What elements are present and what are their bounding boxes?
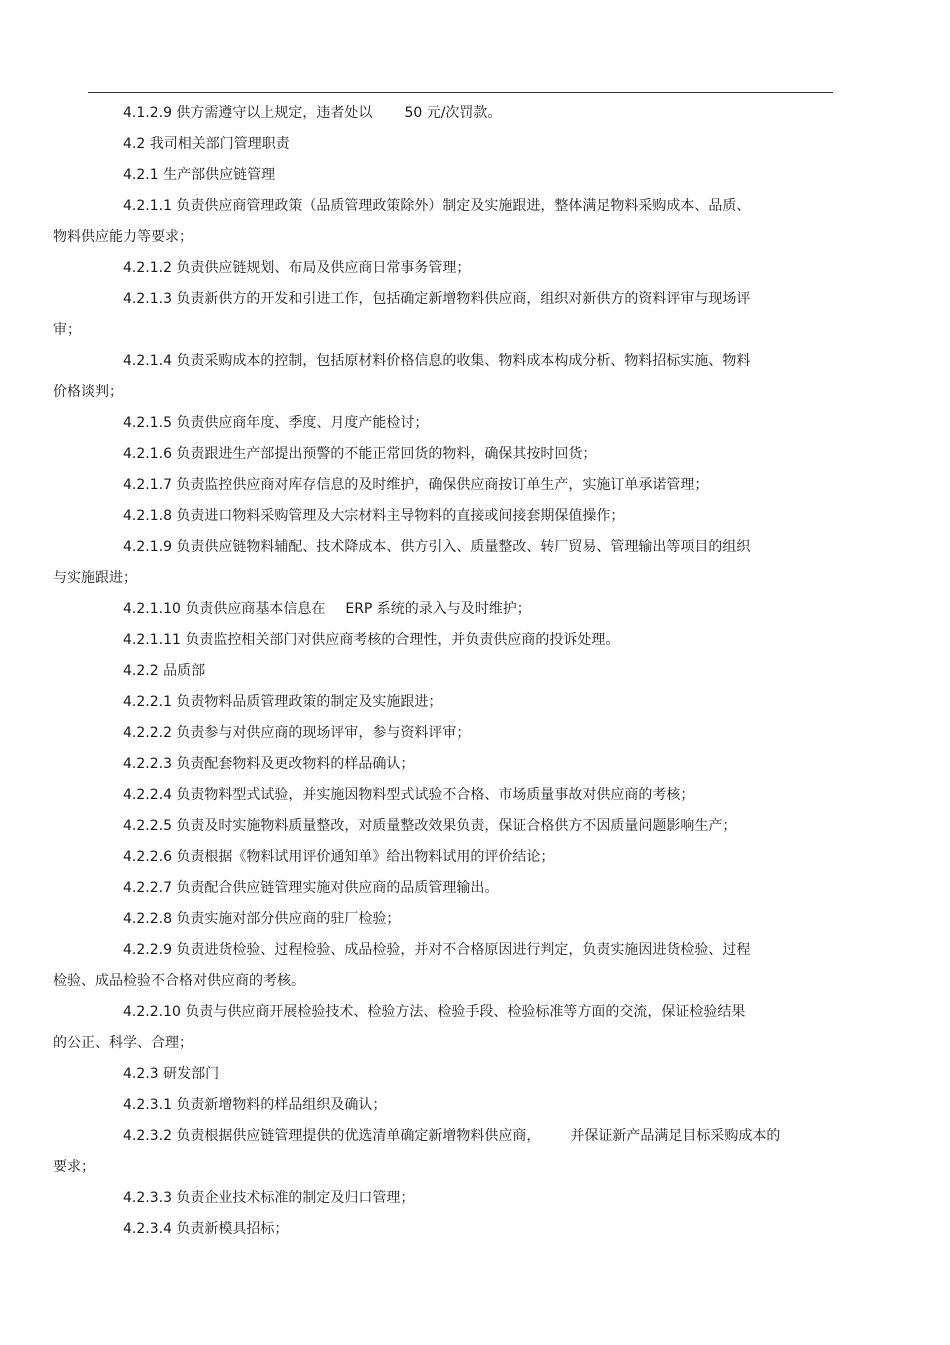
clause-line: 4.2.2.10 负责与供应商开展检验技术、检验方法、检验手段、检验标准等方面的交流，保证检验结果 [123, 1004, 746, 1020]
clause-4-1-2-9 [88, 98, 836, 129]
clause-4-2-2-9 [53, 935, 836, 997]
clause-4-2-1-10 [88, 594, 836, 625]
clause-4-2-1-3 [53, 284, 836, 346]
clause-4-2-2-3: 4.2.2.3 负责配套物料及更改物料的样品确认； [123, 756, 415, 772]
clause-4-2-3-4: 4.2.3.4 负责新模具招标； [123, 1221, 289, 1237]
clause-line: 检验、成品检验不合格对供应商的考核。 [53, 973, 305, 989]
clause-line: 4.2.1.1 负责供应商管理政策（品质管理政策除外）制定及实施跟进，整体满足物料采购成本、品质、 [123, 198, 751, 214]
clause-line: 物料供应能力等要求； [53, 229, 193, 245]
clause-4-2-2-7: 4.2.2.7 负责配合供应链管理实施对供应商的品质管理输出。 [123, 880, 499, 896]
clause-line: 价格谈判； [53, 384, 123, 400]
clause-4-2-1-7: 4.2.1.7 负责监控供应商对库存信息的及时维护，确保供应商按订单生产，实施订单承诺管理； [123, 477, 709, 493]
clause-text-cont: ERP 系统的录入与及时维护； [345, 601, 531, 617]
clause-4-2-2-10 [53, 997, 836, 1059]
clause-4-2-2-2: 4.2.2.2 负责参与对供应商的现场评审，参与资料评审； [123, 725, 471, 741]
clause-4-2-1-6: 4.2.1.6 负责跟进生产部提出预警的不能正常回货的物料，确保其按时回货； [123, 446, 597, 462]
clause-4-2-1-1 [53, 191, 836, 253]
document-body [53, 98, 836, 1245]
clause-4-2-2-4: 4.2.2.4 负责物料型式试验，并实施因物料型式试验不合格、市场质量事故对供应商的考核； [123, 787, 695, 803]
clause-4-2-2-6: 4.2.2.6 负责根据《物料试用评价通知单》给出物料试用的评价结论； [123, 849, 555, 865]
clause-4-2-3-1: 4.2.3.1 负责新增物料的样品组织及确认； [123, 1097, 387, 1113]
clause-4-2-1-11: 4.2.1.11 负责监控相关部门对供应商考核的合理性，并负责供应商的投诉处理。 [123, 632, 620, 648]
clause-text-cont: 50 元/次罚款。 [404, 105, 502, 121]
clause-4-2-1-4 [53, 346, 836, 408]
clause-4-2-2-1: 4.2.2.1 负责物料品质管理政策的制定及实施跟进； [123, 694, 443, 710]
clause-line: 4.2.1.3 负责新供方的开发和引进工作，包括确定新增物料供应商，组织对新供方的资料评审与现场评 [123, 291, 751, 307]
clause-4-2-3-3: 4.2.3.3 负责企业技术标准的制定及归口管理； [123, 1190, 415, 1206]
clause-line: 与实施跟进； [53, 570, 137, 586]
clause-text-cont: 并保证新产品满足目标采购成本的 [570, 1128, 781, 1144]
section-4-2-3: 4.2.3 研发部门 [123, 1066, 220, 1082]
section-4-2: 4.2 我司相关部门管理职责 [123, 136, 290, 152]
clause-line: 的公正、科学、合理； [53, 1035, 193, 1051]
clause-4-2-1-9 [53, 532, 836, 594]
clause-4-2-1-8: 4.2.1.8 负责进口物料采购管理及大宗材料主导物料的直接或间接套期保值操作； [123, 508, 625, 524]
clause-text: 4.2.3.2 负责根据供应链管理提供的优选清单确定新增物料供应商， [123, 1128, 541, 1144]
clause-line: 审； [53, 322, 81, 338]
section-4-2-1: 4.2.1 生产部供应链管理 [123, 167, 276, 183]
clause-4-2-3-2 [53, 1121, 836, 1183]
clause-4-2-1-5: 4.2.1.5 负责供应商年度、季度、月度产能检讨； [123, 415, 429, 431]
clause-line: 要求； [53, 1159, 95, 1175]
clause-4-2-1-2: 4.2.1.2 负责供应链规划、布局及供应商日常事务管理； [123, 260, 471, 276]
clause-4-2-2-8: 4.2.2.8 负责实施对部分供应商的驻厂检验； [123, 911, 401, 927]
clause-4-2-2-5: 4.2.2.5 负责及时实施物料质量整改，对质量整改效果负责，保证合格供方不因质量问题影响生产； [123, 818, 737, 834]
clause-line: 4.2.2.9 负责进货检验、过程检验、成品检验，并对不合格原因进行判定，负责实施因进货检验、过程 [123, 942, 751, 958]
section-4-2-2: 4.2.2 品质部 [123, 663, 206, 679]
clause-text: 4.2.1.10 负责供应商基本信息在 [123, 601, 326, 617]
clause-text: 4.1.2.9 供方需遵守以上规定，违者处以 [123, 105, 373, 121]
clause-line: 4.2.1.9 负责供应链物料辅配、技术降成本、供方引入、质量整改、转厂贸易、管理输出等项目的组织 [123, 539, 751, 555]
clause-line: 4.2.1.4 负责采购成本的控制，包括原材料价格信息的收集、物料成本构成分析、物料招标实施、物料 [123, 353, 751, 369]
header-rule [88, 92, 833, 93]
